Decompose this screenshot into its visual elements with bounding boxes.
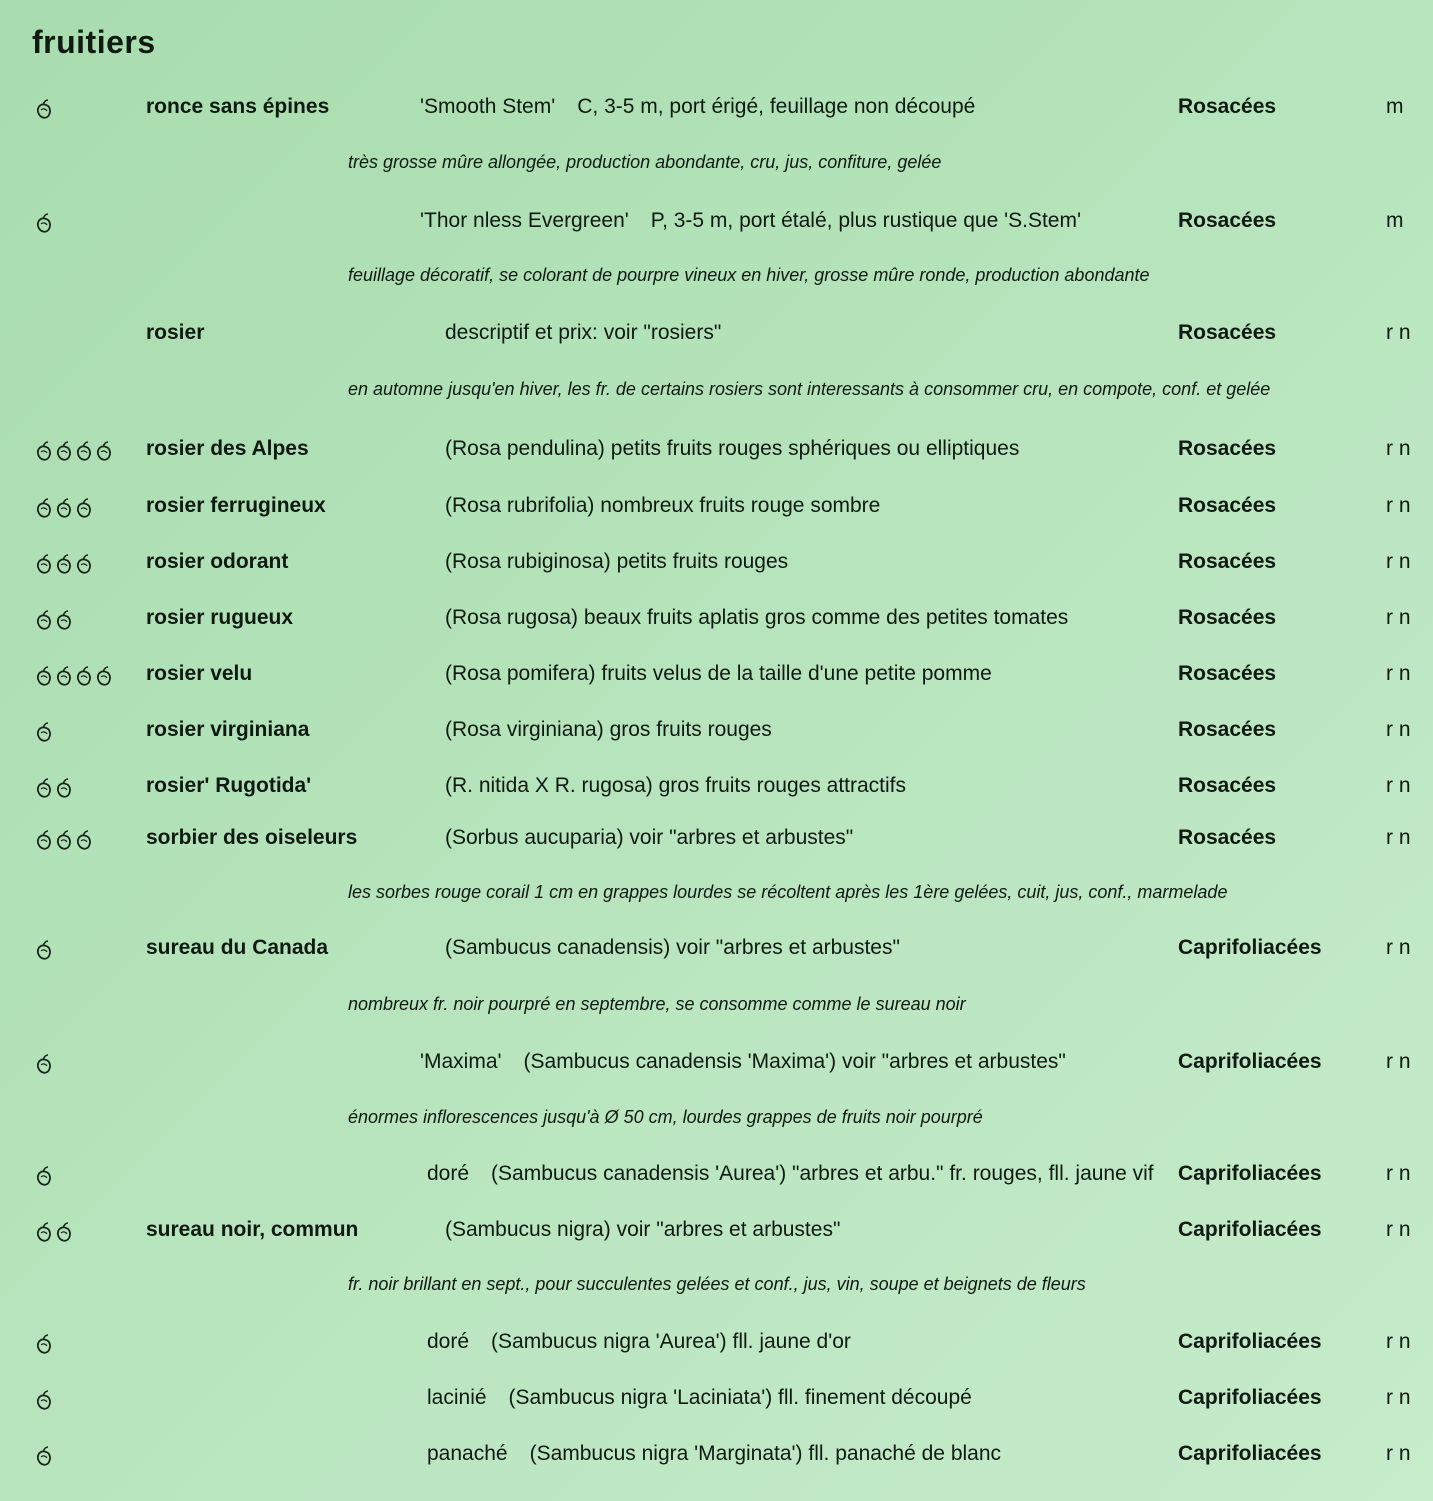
fruit-icon: [34, 211, 54, 235]
fruit-icon: [34, 720, 54, 744]
plant-description: (R. nitida X R. rugosa) gros fruits rouges attractifs: [445, 774, 907, 797]
fruit-icon: [74, 496, 94, 520]
plant-name: rosier ferrugineux: [146, 494, 326, 517]
plant-code: r n: [1386, 774, 1411, 797]
plant-row: [0, 1442, 1433, 1476]
fruit-icon: [34, 1332, 54, 1356]
plant-description: (Rosa rugosa) beaux fruits aplatis gros comme des petites tomates: [445, 606, 1069, 629]
plant-family: Rosacées: [1178, 774, 1277, 797]
plant-row: [0, 209, 1433, 243]
plant-family: Rosacées: [1178, 321, 1277, 344]
plant-family: Rosacées: [1178, 606, 1277, 629]
fruit-icon: [54, 552, 74, 576]
plant-name: rosier rugueux: [146, 606, 294, 629]
rating-icons: [34, 608, 74, 632]
plant-code: r n: [1386, 718, 1411, 741]
fruit-icon: [74, 828, 94, 852]
plant-note: énormes inflorescences jusqu'à Ø 50 cm, lourdes grappes de fruits noir pourpré: [348, 1107, 983, 1127]
plant-name: rosier des Alpes: [146, 437, 309, 460]
plant-row: [0, 662, 1433, 696]
fruit-icon: [74, 664, 94, 688]
plant-name: sorbier des oiseleurs: [146, 826, 358, 849]
plant-code: m: [1386, 95, 1404, 118]
plant-row: [0, 826, 1433, 860]
rating-icons: [34, 828, 94, 852]
plant-description: (Sambucus nigra 'Marginata') fll. panaché de blanc: [529, 1442, 1002, 1465]
fruit-icon: [54, 664, 74, 688]
plant-row: [0, 718, 1433, 752]
cultivar-line: [420, 209, 1081, 233]
plant-note: en automne jusqu'en hiver, les fr. de certains rosiers sont interessants à consommer cru, en compote, conf. et gelée: [348, 379, 1271, 399]
plant-family: Caprifoliacées: [1178, 1386, 1322, 1409]
fruit-icon: [94, 439, 114, 463]
plant-description: (Sambucus canadensis 'Aurea') "arbres et arbu." fr. rouges, fll. jaune vif: [491, 1162, 1154, 1185]
plant-family: Rosacées: [1178, 718, 1277, 741]
rating-icons: [34, 1220, 74, 1244]
fruit-icon: [34, 1164, 54, 1188]
plant-family: Caprifoliacées: [1178, 1330, 1322, 1353]
fruit-icon: [54, 776, 74, 800]
cultivar-line: [427, 1162, 1154, 1186]
fruit-icon: [54, 1220, 74, 1244]
plant-note: nombreux fr. noir pourpré en septembre, se consomme comme le sureau noir: [348, 994, 966, 1014]
plant-description: (Rosa pendulina) petits fruits rouges sphériques ou elliptiques: [445, 437, 1020, 460]
plant-description: (Sambucus nigra 'Aurea') fll. jaune d'or: [491, 1330, 851, 1353]
plant-description: (Rosa rubrifolia) nombreux fruits rouge sombre: [445, 494, 881, 517]
plant-family: Caprifoliacées: [1178, 1442, 1322, 1465]
plant-row: [0, 1050, 1433, 1084]
cultivar-name: doré: [427, 1162, 470, 1185]
plant-code: r n: [1386, 662, 1411, 685]
plant-family: Rosacées: [1178, 437, 1277, 460]
plant-note: fr. noir brillant en sept., pour succulentes gelées et conf., jus, vin, soupe et beignets de fleurs: [348, 1274, 1086, 1294]
fruit-icon: [54, 608, 74, 632]
plant-code: r n: [1386, 437, 1411, 460]
plant-row: [0, 1386, 1433, 1420]
fruit-icon: [34, 552, 54, 576]
plant-family: Rosacées: [1178, 826, 1277, 849]
cultivar-line: [420, 1050, 1066, 1074]
plant-row: [0, 774, 1433, 808]
plant-name: sureau du Canada: [146, 936, 329, 959]
plant-row: [0, 606, 1433, 640]
fruit-icon: [34, 938, 54, 962]
plant-note: très grosse mûre allongée, production abondante, cru, jus, confiture, gelée: [348, 152, 942, 172]
plant-row: [0, 494, 1433, 528]
plant-family: Rosacées: [1178, 550, 1277, 573]
fruit-icon: [74, 552, 94, 576]
plant-code: r n: [1386, 494, 1411, 517]
rating-icons: [34, 1164, 54, 1188]
plant-family: Rosacées: [1178, 95, 1277, 118]
fruit-icon: [34, 828, 54, 852]
fruit-icon: [34, 776, 54, 800]
plant-code: r n: [1386, 321, 1411, 344]
rating-icons: [34, 211, 54, 235]
plant-name: rosier' Rugotida': [146, 774, 312, 797]
cultivar-name: lacinié: [427, 1386, 487, 1409]
cultivar-name: 'Maxima': [420, 1050, 502, 1073]
plant-description: (Rosa pomifera) fruits velus de la taille d'une petite pomme: [445, 662, 992, 685]
rating-icons: [34, 1332, 54, 1356]
plant-description: (Sorbus aucuparia) voir "arbres et arbustes": [445, 826, 854, 849]
cultivar-line: [420, 95, 975, 119]
plant-description: C, 3-5 m, port érigé, feuillage non découpé: [577, 95, 976, 118]
rating-icons: [34, 1444, 54, 1468]
plant-family: Caprifoliacées: [1178, 1050, 1322, 1073]
plant-code: r n: [1386, 1218, 1411, 1241]
cultivar-name: 'Smooth Stem': [420, 95, 556, 118]
rating-icons: [34, 720, 54, 744]
plant-family: Rosacées: [1178, 662, 1277, 685]
plant-code: r n: [1386, 1386, 1411, 1409]
plant-code: r n: [1386, 606, 1411, 629]
plant-family: Caprifoliacées: [1178, 936, 1322, 959]
plant-name: rosier virginiana: [146, 718, 310, 741]
rating-icons: [34, 97, 54, 121]
plant-note: les sorbes rouge corail 1 cm en grappes lourdes se récoltent après les 1ère gelées, cuit, jus, conf., marmelade: [348, 882, 1228, 902]
cultivar-line: [427, 1442, 1001, 1466]
plant-code: m: [1386, 209, 1404, 232]
plant-description: (Sambucus nigra) voir "arbres et arbustes": [445, 1218, 841, 1241]
rating-icons: [34, 1388, 54, 1412]
plant-row: [0, 95, 1433, 129]
plant-note: feuillage décoratif, se colorant de pourpre vineux en hiver, grosse mûre ronde, production abondante: [348, 265, 1150, 285]
plant-name: rosier velu: [146, 662, 253, 685]
fruit-icon: [34, 1052, 54, 1076]
page-title: fruitiers: [32, 24, 156, 60]
rating-icons: [34, 552, 94, 576]
fruit-icon: [74, 439, 94, 463]
fruit-icon: [34, 496, 54, 520]
fruit-icon: [34, 439, 54, 463]
fruit-icon: [34, 608, 54, 632]
plant-description: (Sambucus nigra 'Laciniata') fll. finement découpé: [508, 1386, 972, 1409]
plant-name: rosier odorant: [146, 550, 289, 573]
plant-code: r n: [1386, 1330, 1411, 1353]
fruit-icon: [34, 1388, 54, 1412]
fruit-icon: [34, 1220, 54, 1244]
rating-icons: [34, 664, 114, 688]
plant-description: (Rosa virginiana) gros fruits rouges: [445, 718, 772, 741]
plant-name: sureau noir, commun: [146, 1218, 359, 1241]
plant-name: ronce sans épines: [146, 95, 330, 118]
rating-icons: [34, 1052, 54, 1076]
cultivar-line: [427, 1386, 972, 1410]
plant-code: r n: [1386, 1050, 1411, 1073]
plant-family: Caprifoliacées: [1178, 1218, 1322, 1241]
plant-description: P, 3-5 m, port étalé, plus rustique que 'S.Stem': [650, 209, 1081, 232]
plant-family: Rosacées: [1178, 209, 1277, 232]
rating-icons: [34, 439, 114, 463]
plant-description: (Sambucus canadensis) voir "arbres et arbustes": [445, 936, 900, 959]
cultivar-name: 'Thor nless Evergreen': [420, 209, 629, 232]
fruit-icon: [54, 439, 74, 463]
plant-row: [0, 1218, 1433, 1252]
rating-icons: [34, 776, 74, 800]
fruit-icon: [34, 1444, 54, 1468]
cultivar-line: [427, 1330, 851, 1354]
plant-row: [0, 1330, 1433, 1364]
plant-code: r n: [1386, 826, 1411, 849]
rating-icons: [34, 938, 54, 962]
cultivar-name: panaché: [427, 1442, 508, 1465]
plant-code: r n: [1386, 1442, 1411, 1465]
plant-description: (Sambucus canadensis 'Maxima') voir "arbres et arbustes": [523, 1050, 1066, 1073]
plant-code: r n: [1386, 550, 1411, 573]
cultivar-name: doré: [427, 1330, 470, 1353]
plant-row: [0, 936, 1433, 970]
fruit-icon: [54, 828, 74, 852]
fruit-icon: [34, 664, 54, 688]
plant-row: [0, 1162, 1433, 1196]
fruit-icon: [54, 496, 74, 520]
plant-code: r n: [1386, 1162, 1411, 1185]
fruit-icon: [34, 97, 54, 121]
plant-description: descriptif et prix: voir "rosiers": [445, 321, 722, 344]
plant-description: (Rosa rubiginosa) petits fruits rouges: [445, 550, 789, 573]
plant-family: Rosacées: [1178, 494, 1277, 517]
fruit-icon: [94, 664, 114, 688]
plant-name: rosier: [146, 321, 205, 344]
plant-row: [0, 550, 1433, 584]
plant-row: [0, 437, 1433, 471]
plant-row: [0, 321, 1433, 355]
plant-family: Caprifoliacées: [1178, 1162, 1322, 1185]
plant-code: r n: [1386, 936, 1411, 959]
rating-icons: [34, 496, 94, 520]
